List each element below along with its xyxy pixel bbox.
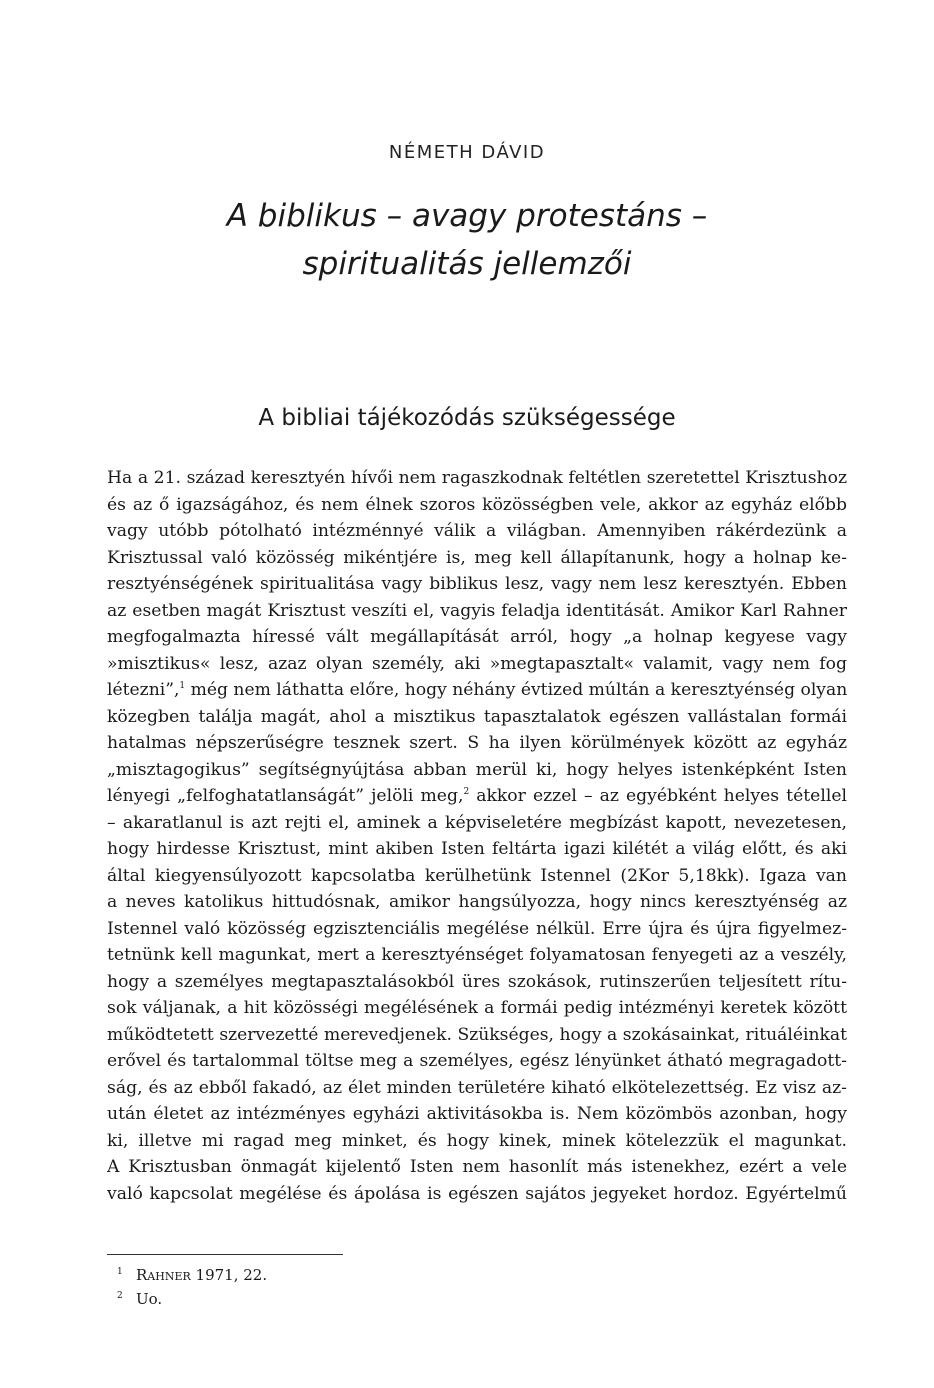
body-line (107, 677, 847, 704)
body-line-segment: még nem láthatta előre, hogy néhány évtized múltán a keresztyénség olyan (185, 680, 847, 700)
body-paragraph (107, 465, 847, 1207)
footnote-ref-1[interactable]: 1 (179, 681, 186, 691)
title-line-2: spiritualitás jellemzői (302, 246, 632, 282)
article-title (0, 192, 934, 288)
body-line: ság, és az ebből fakadó, az élet minden területére kiható elkötelezettség. Ez visz az- (107, 1077, 847, 1098)
body-line: A Krisztusban önmagát kijelentő Isten nem hasonlít más istenekhez, ezért a vele (107, 1157, 847, 1177)
footnote-text: 1971, 22. (190, 1266, 268, 1284)
footnote-2 (117, 1286, 267, 1310)
footnote-divider (107, 1254, 343, 1255)
body-line: hogy hirdesse Krisztust, mint akiben Isten feltárta igazi kilétét a világ előtt, és aki (107, 839, 847, 859)
body-line: – akaratlanul is azt rejti el, aminek a képviseletére megbízást kapott, nevezetesen, (107, 812, 847, 833)
body-line: és az ő igazságához, és nem élnek szoros közösségben vele, akkor az egyház előbb (107, 494, 847, 515)
footnote-1 (117, 1262, 267, 1286)
body-line: ki, illetve mi ragad meg minket, és hogy kinek, minek kötelezzük el magunkat. (107, 1130, 847, 1151)
footnote-text: Uo. (136, 1290, 163, 1308)
body-line: »misztikus« lesz, azaz olyan személy, aki »megtapasztalt« valamit, vagy nem fog (107, 653, 847, 674)
body-line-segment: akkor ezzel – az egyébként helyes tétellel (469, 786, 847, 806)
body-line: Ha a 21. század keresztyén hívői nem ragaszkodnak feltétlen szeretettel Krisztushoz (107, 468, 847, 488)
body-line: hogy a személyes megtapasztalásokból üres szokások, rutinszerűen teljesített rítu- (107, 971, 847, 992)
body-line: Krisztussal való közösség mikéntjére is, meg kell állapítanunk, hogy a holnap ke- (107, 547, 847, 568)
body-line: által kiegyensúlyozott kapcsolatba kerülhetünk Istennel (2Kor 5,18kk). Igaza van (107, 865, 847, 886)
section-heading: A bibliai tájékozódás szükségessége (258, 405, 676, 431)
title-line-1: A biblikus – avagy protestáns – (226, 198, 708, 234)
footnote-number: 1 (117, 1267, 123, 1277)
body-line-segment: létezni”, (107, 680, 180, 700)
body-line: erővel és tartalommal töltse meg a személyes, egész lényünket átható megragadott- (107, 1051, 847, 1071)
footnote-author: Rahner (136, 1266, 191, 1284)
body-line-segment: lényegi „felfoghatatlanságát” jelöli meg, (107, 786, 464, 806)
body-line: a neves katolikus hittudósnak, amikor hangsúlyozza, hogy nincs keresztyénség az (107, 892, 847, 912)
body-line: hatalmas népszerűségre tesznek szert. S ha ilyen körülmények között az egyház (107, 733, 847, 753)
body-line: vagy utóbb pótolható intézménnyé válik a világban. Amennyiben rákérdezünk a (107, 521, 847, 541)
body-line: „misztagogikus” segítségnyújtása abban merül ki, hogy helyes istenképként Isten (107, 759, 847, 780)
body-line: után életet az intézményes egyházi aktivitásokba is. Nem közömbös azonban, hogy (107, 1104, 847, 1124)
body-line: működtetett szervezetté merevedjenek. Szükséges, hogy a szokásainkat, rituáléinkat (107, 1024, 847, 1045)
footnote-ref-2[interactable]: 2 (463, 787, 470, 797)
body-line: való kapcsolat megélése és ápolása is egészen sajátos jegyeket hordoz. Egyértelmű (107, 1183, 847, 1204)
body-line: Istennel való közösség egzisztenciális megélése nélkül. Erre újra és újra figyelmez- (107, 918, 847, 939)
author-name: NÉMETH DÁVID (388, 142, 546, 163)
body-line: tetnünk kell magunkat, mert a keresztyénséget folyamatosan fenyegeti az a veszély, (107, 945, 847, 965)
footnotes (117, 1262, 267, 1310)
body-line: megfogalmazta híressé vált megállapítását arról, hogy „a holnap kegyese vagy (107, 627, 847, 647)
body-line: resztyénségének spiritualitása vagy biblikus lesz, vagy nem lesz keresztyén. Ebben (107, 574, 847, 594)
body-line: sok váljanak, a hit közösségi megélésének a formái pedig intézményi keretek között (107, 998, 847, 1018)
body-line: az esetben magát Krisztust veszíti el, vagyis feladja identitását. Amikor Karl Rahner (107, 600, 847, 621)
footnote-number: 2 (117, 1291, 123, 1301)
body-line: közegben találja magát, ahol a misztikus tapasztalatok egészen vallástalan formái (107, 706, 847, 727)
body-line (107, 783, 847, 810)
